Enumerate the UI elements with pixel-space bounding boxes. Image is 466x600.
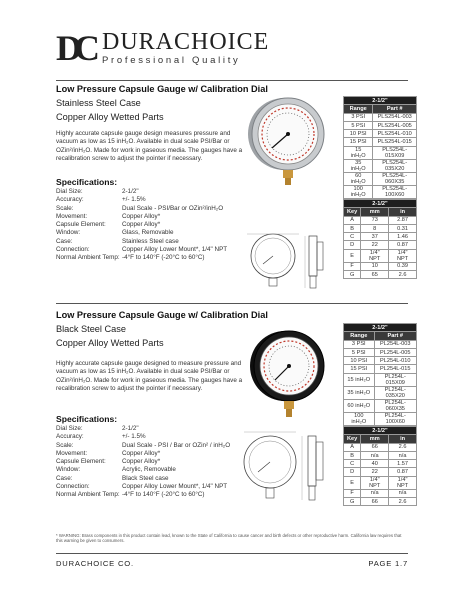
spec-key: Accuracy: xyxy=(56,196,84,204)
section2-spec-heading: Specifications: xyxy=(56,414,118,424)
spec-key: Dial Size: xyxy=(56,188,83,195)
table-cell: 15 PSI xyxy=(344,365,375,373)
spec-value: Black Steel case xyxy=(122,474,169,482)
section1-specs xyxy=(56,188,227,263)
section2-dimension-table xyxy=(343,426,417,506)
spec-row xyxy=(56,450,230,458)
dim-table-in-header: in xyxy=(389,208,417,216)
section1-part-table xyxy=(343,96,417,199)
footer-company: DURACHOICE CO. xyxy=(56,559,134,568)
spec-value: Dual Scale - PSI / Bar or OZin² / inH₂O xyxy=(122,441,231,449)
spec-row xyxy=(56,491,230,499)
spec-value: Glass, Removable xyxy=(122,229,174,237)
section2-part-table xyxy=(343,323,417,426)
table-cell: 73 xyxy=(361,216,389,224)
spec-row xyxy=(56,188,227,196)
spec-key: Normal Ambient Temp: xyxy=(56,491,120,499)
spec-key: Accuracy: xyxy=(56,433,84,441)
dimension-table-row xyxy=(344,460,417,468)
table-cell: 2.6 xyxy=(389,443,417,451)
table-cell: PL254L-010 xyxy=(374,357,416,365)
spec-value: +/- 1.5% xyxy=(122,196,146,204)
table-cell: 22 xyxy=(361,468,389,476)
table-cell: 35 inH₂O xyxy=(344,386,375,399)
table-cell: n/a xyxy=(361,489,389,497)
spec-row xyxy=(56,205,227,213)
dimension-table-row xyxy=(344,262,417,270)
spec-row xyxy=(56,213,227,221)
brand-tagline: Professional Quality xyxy=(102,55,241,66)
dim-table-size: 2-1/2" xyxy=(344,200,417,208)
dimension-table-row xyxy=(344,443,417,451)
stainless-gauge-image xyxy=(236,96,340,186)
table-cell: 1/4" NPT xyxy=(361,476,389,489)
spec-value: Copper Alloy* xyxy=(122,221,161,229)
spec-key: Movement: xyxy=(56,212,88,220)
dimension-table-row xyxy=(344,241,417,249)
table-cell: 1.46 xyxy=(389,233,417,241)
spec-row xyxy=(56,229,227,237)
table-cell: 60 inH₂O xyxy=(344,172,373,185)
section1-dimension-drawing xyxy=(247,228,339,300)
table-cell: 37 xyxy=(361,233,389,241)
spec-row xyxy=(56,433,230,441)
table-cell: 2.6 xyxy=(389,271,417,279)
part-table-row xyxy=(344,172,417,185)
section1-title: Low Pressure Capsule Gauge w/ Calibration Dial xyxy=(56,84,268,94)
table-cell: PL254L-100X60 xyxy=(374,412,416,425)
part-table-range-header: Range xyxy=(344,332,375,340)
section1-dimension-table xyxy=(343,199,417,279)
spec-row xyxy=(56,254,227,262)
table-cell: C xyxy=(344,460,361,468)
table-cell: 10 PSI xyxy=(344,130,373,138)
table-cell: 65 xyxy=(361,271,389,279)
dimension-table-row xyxy=(344,451,417,459)
dimension-table-row xyxy=(344,224,417,232)
table-cell: G xyxy=(344,271,361,279)
spec-value: Copper Alloy* xyxy=(122,212,161,220)
table-cell: 10 xyxy=(361,262,389,270)
part-table-row xyxy=(344,399,417,412)
dimension-table-row xyxy=(344,216,417,224)
table-cell: 1/4" NPT xyxy=(389,249,417,262)
table-cell: PLS254L-015 xyxy=(373,138,417,146)
spec-value: 2-1/2" xyxy=(122,425,139,432)
dim-table-size: 2-1/2" xyxy=(344,427,417,435)
section-divider xyxy=(56,80,408,81)
spec-key: Window: xyxy=(56,466,81,474)
table-cell: PLS254L-035X20 xyxy=(373,159,417,172)
part-table-row xyxy=(344,386,417,399)
section1-spec-heading: Specifications: xyxy=(56,177,118,187)
section2-title: Low Pressure Capsule Gauge w/ Calibration Dial xyxy=(56,310,268,320)
spec-value: -4°F to 140°F (-20°C to 60°C) xyxy=(122,491,205,499)
section-divider xyxy=(56,303,408,304)
table-cell: 2.87 xyxy=(389,216,417,224)
part-table-range-header: Range xyxy=(344,105,373,113)
dimension-table-row xyxy=(344,468,417,476)
table-cell: PL254L-015X09 xyxy=(374,373,416,386)
section2-case: Black Steel Case xyxy=(56,324,126,334)
part-table-row xyxy=(344,146,417,159)
table-cell: PLS254L-060X35 xyxy=(373,172,417,185)
spec-key: Scale: xyxy=(56,441,74,449)
table-cell: 66 xyxy=(361,443,389,451)
spec-value: Acrylic, Removable xyxy=(122,466,176,474)
table-cell: PL254L-005 xyxy=(374,348,416,356)
table-cell: 1.57 xyxy=(389,460,417,468)
part-table-row xyxy=(344,373,417,386)
table-cell: 100 inH₂O xyxy=(344,412,375,425)
table-cell: PLS254L-010 xyxy=(373,130,417,138)
spec-key: Connection: xyxy=(56,483,90,491)
table-cell: PL254L-003 xyxy=(374,340,416,348)
table-cell: PL254L-060X35 xyxy=(374,399,416,412)
table-cell: n/a xyxy=(361,451,389,459)
table-cell: B xyxy=(344,451,361,459)
table-cell: 1/4" NPT xyxy=(389,476,417,489)
table-cell: 3 PSI xyxy=(344,113,373,121)
spec-row xyxy=(56,196,227,204)
table-cell: 60 inH₂O xyxy=(344,399,375,412)
part-table-row xyxy=(344,357,417,365)
spec-value: 2-1/2" xyxy=(122,188,139,195)
part-table-row xyxy=(344,159,417,172)
table-cell: B xyxy=(344,224,361,232)
spec-key: Case: xyxy=(56,474,73,482)
part-table-row xyxy=(344,138,417,146)
table-cell: 2.6 xyxy=(389,498,417,506)
spec-value: +/- 1.5% xyxy=(122,433,146,441)
spec-row xyxy=(56,425,230,433)
part-table-row xyxy=(344,340,417,348)
part-table-row xyxy=(344,113,417,121)
dim-table-key-header: Key xyxy=(344,435,361,443)
spec-value: Copper Alloy Lower Mount*, 1/4" NPT xyxy=(122,483,228,491)
table-cell: PLS254L-003 xyxy=(373,113,417,121)
logo-mark: DC xyxy=(56,28,92,68)
table-cell: 15 PSI xyxy=(344,138,373,146)
part-table-part-header: Part # xyxy=(373,105,417,113)
table-cell: 0.87 xyxy=(389,468,417,476)
dimension-table-row xyxy=(344,498,417,506)
table-cell: 100 inH₂O xyxy=(344,185,373,198)
table-cell: n/a xyxy=(389,451,417,459)
part-table-size: 2-1/2" xyxy=(344,324,417,332)
spec-row xyxy=(56,458,230,466)
table-cell: D xyxy=(344,241,361,249)
section2-specs xyxy=(56,425,230,500)
table-cell: 1/4" NPT xyxy=(361,249,389,262)
table-cell: G xyxy=(344,498,361,506)
table-cell: D xyxy=(344,468,361,476)
part-table-row xyxy=(344,365,417,373)
table-cell: 5 PSI xyxy=(344,121,373,129)
spec-value: Dual Scale - PSI/Bar or OZin²/inH₂O xyxy=(122,204,224,212)
table-cell: 15 inH₂O xyxy=(344,146,373,159)
dim-table-mm-header: mm xyxy=(361,435,389,443)
table-cell: PL254L-035X20 xyxy=(374,386,416,399)
table-cell: 0.31 xyxy=(389,224,417,232)
dimension-table-row xyxy=(344,271,417,279)
table-cell: 10 PSI xyxy=(344,357,375,365)
spec-key: Movement: xyxy=(56,449,88,457)
table-cell: 0.39 xyxy=(389,262,417,270)
spec-key: Scale: xyxy=(56,204,74,212)
spec-key: Capsule Element: xyxy=(56,221,106,229)
spec-key: Window: xyxy=(56,229,81,237)
spec-value: -4°F to 140°F (-20°C to 60°C) xyxy=(122,254,205,262)
table-cell: 66 xyxy=(361,498,389,506)
table-cell: 0.87 xyxy=(389,241,417,249)
footer-divider xyxy=(56,553,408,554)
footer-page-number: PAGE 1.7 xyxy=(368,559,408,568)
spec-value: Stainless Steel case xyxy=(122,237,179,245)
black-gauge-image xyxy=(236,330,340,418)
spec-key: Capsule Element: xyxy=(56,458,106,466)
spec-value: Copper Alloy* xyxy=(122,458,161,466)
dim-table-key-header: Key xyxy=(344,208,361,216)
brand-logo xyxy=(56,30,269,66)
table-cell: A xyxy=(344,216,361,224)
part-table-size: 2-1/2" xyxy=(344,97,417,105)
dimension-table-row xyxy=(344,489,417,497)
spec-row xyxy=(56,221,227,229)
table-cell: PLS254L-005 xyxy=(373,121,417,129)
table-cell: A xyxy=(344,443,361,451)
spec-row xyxy=(56,442,230,450)
table-cell: 8 xyxy=(361,224,389,232)
table-cell: 40 xyxy=(361,460,389,468)
spec-key: Normal Ambient Temp: xyxy=(56,254,120,262)
lead-warning-note: * WARNING: Brass components in this product contain lead, known to the State of California to cause cancer and birth defects or other reproductive harm. California law requires that this warning be given to consumers. xyxy=(56,533,402,544)
spec-row xyxy=(56,238,227,246)
table-cell: E xyxy=(344,476,361,489)
table-cell: F xyxy=(344,489,361,497)
part-table-row xyxy=(344,412,417,425)
spec-key: Dial Size: xyxy=(56,425,83,432)
spec-row xyxy=(56,466,230,474)
section1-wetted: Copper Alloy Wetted Parts xyxy=(56,112,164,122)
spec-key: Connection: xyxy=(56,246,90,254)
spec-row xyxy=(56,475,230,483)
table-cell: PL254L-015 xyxy=(374,365,416,373)
table-cell: 15 inH₂O xyxy=(344,373,375,386)
section1-description: Highly accurate capsule gauge design measures pressure and vacuum as low as 15 inH₂O. Available in dual scale PSI/Bar or OZin²/inH₂O. Made for work in gaseous media. The gauges have a recalibration screw to adjust the pointer if necessary. xyxy=(56,130,243,163)
section1-case: Stainless Steel Case xyxy=(56,98,141,108)
dimension-table-row xyxy=(344,476,417,489)
table-cell: 3 PSI xyxy=(344,340,375,348)
part-table-part-header: Part # xyxy=(374,332,416,340)
part-table-row xyxy=(344,185,417,198)
table-cell: F xyxy=(344,262,361,270)
part-table-row xyxy=(344,348,417,356)
table-cell: E xyxy=(344,249,361,262)
table-cell: 5 PSI xyxy=(344,348,375,356)
dim-table-mm-header: mm xyxy=(361,208,389,216)
part-table-row xyxy=(344,130,417,138)
section2-description: Highly accurate capsule gauge designed to measure pressure and vacuum as low as 15 inH₂O. Available in dual scale PSI/Bar or OZin²/inH₂O. Made for work in gaseous media. The gauges have a recalibration screw to adjust the pointer if necessary. xyxy=(56,360,243,393)
table-cell: 35 inH₂O xyxy=(344,159,373,172)
table-cell: n/a xyxy=(389,489,417,497)
dimension-table-row xyxy=(344,249,417,262)
part-table-row xyxy=(344,121,417,129)
table-cell: C xyxy=(344,233,361,241)
spec-value: Copper Alloy* xyxy=(122,449,161,457)
table-cell: 22 xyxy=(361,241,389,249)
spec-key: Case: xyxy=(56,237,73,245)
dimension-table-row xyxy=(344,233,417,241)
table-cell: PLS254L-015X09 xyxy=(373,146,417,159)
section2-dimension-drawing xyxy=(236,428,340,512)
dim-table-in-header: in xyxy=(389,435,417,443)
brand-name: DURACHOICE xyxy=(102,29,270,55)
section2-wetted: Copper Alloy Wetted Parts xyxy=(56,338,164,348)
table-cell: PLS254L-100X60 xyxy=(373,185,417,198)
spec-value: Copper Alloy Lower Mount*, 1/4" NPT xyxy=(122,246,228,254)
